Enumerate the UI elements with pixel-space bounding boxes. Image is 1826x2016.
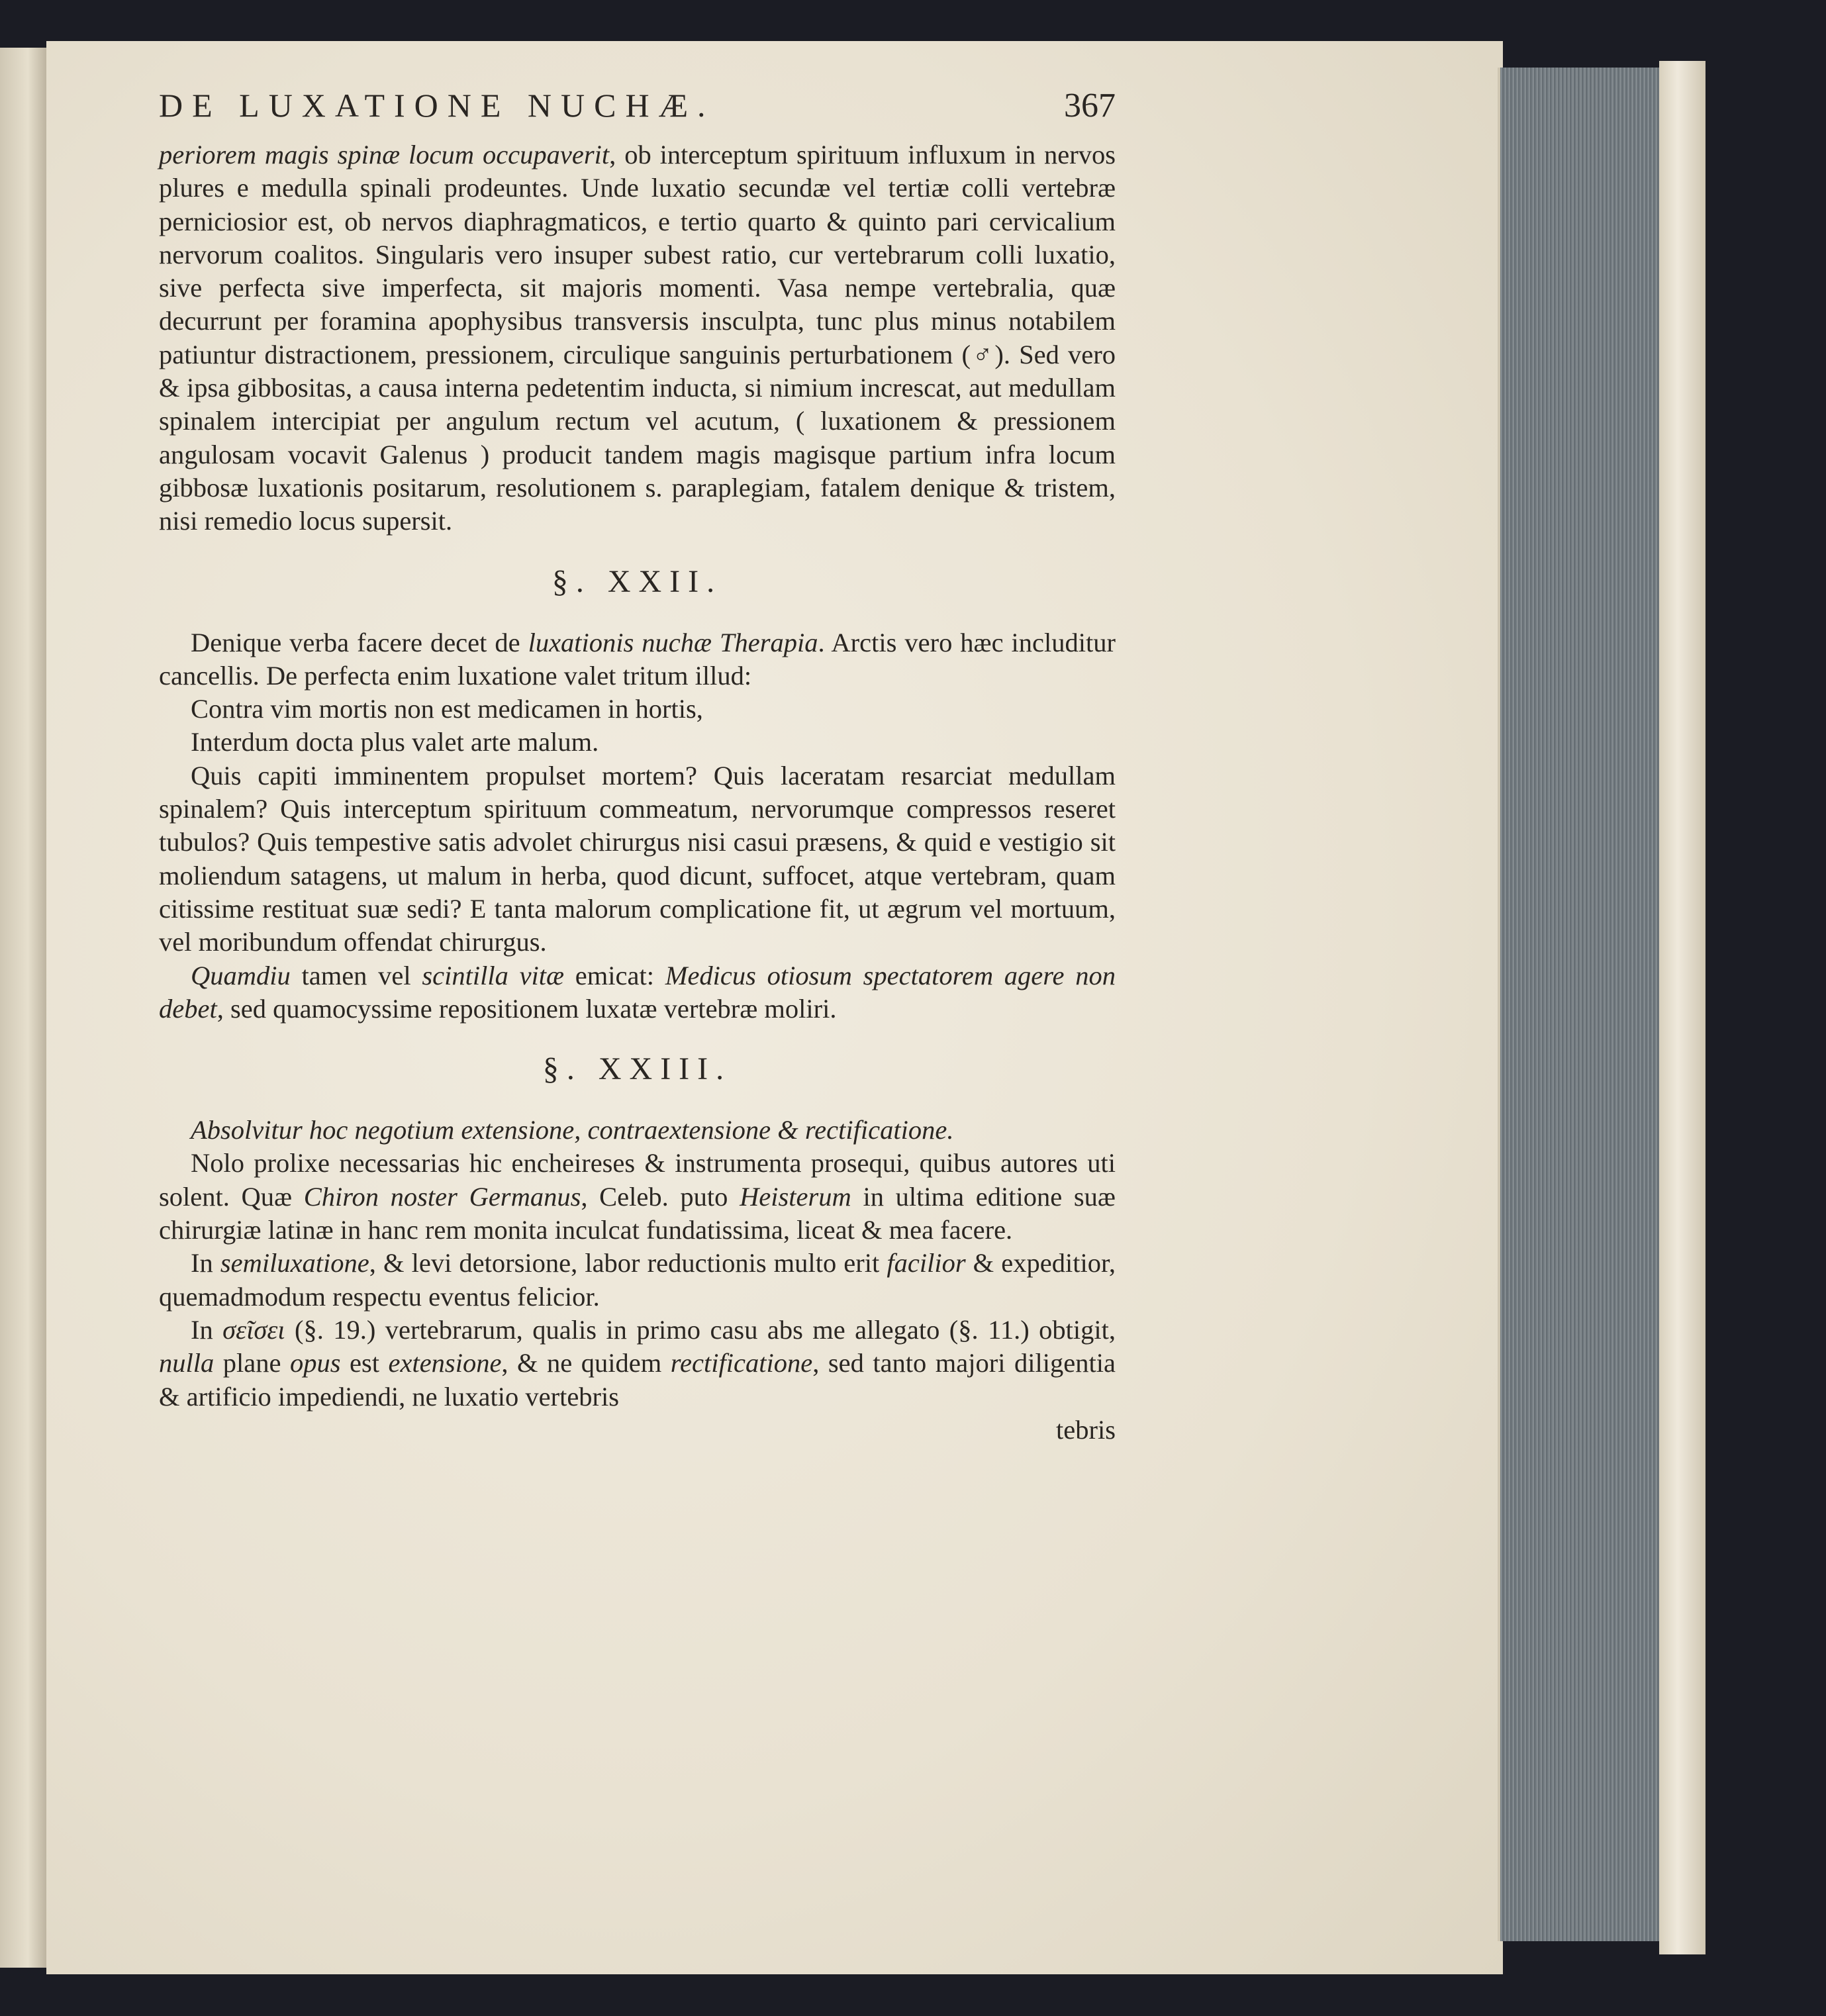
para4-segment: , sed quamocyssime repositionem luxatæ vertebræ moliri. [216,993,837,1024]
para4-segment: Quamdiu [191,960,291,990]
para8-segment: , sed tanto majori diligentia & artificio impediendi, ne luxatio vertebris [159,1348,1116,1412]
para8-segment: plane [214,1348,290,1378]
para6-segment: Chiron noster Germanus [303,1181,581,1212]
running-head [159,86,1116,125]
page-number: 367 [1064,87,1116,124]
verse-line-1: Contra vim mortis non est medicamen in hortis, [191,694,703,724]
para7-segment: facilior [887,1248,966,1278]
para8-segment: extensione [388,1348,502,1378]
catchword: tebris [1056,1414,1116,1445]
para7-segment: , & levi detorsione, labor reductionis multo erit [369,1248,887,1278]
page-block-edges [1498,68,1679,1941]
para4-segment: Medicus otiosum spectatorem agere non debet [159,960,1116,1024]
section-heading-23: §. XXIII. [542,1051,732,1087]
paragraph-1 [159,138,1116,538]
verse-line-2: Interdum docta plus valet arte malum. [191,727,599,757]
para8-segment: opus [289,1348,341,1378]
paragraph-6 [159,1147,1116,1247]
facing-page-edge [0,48,48,1968]
paragraph-4 [159,959,1116,1026]
para4-segment: emicat: [564,960,665,990]
para8-segment: nulla [159,1348,215,1378]
section-heading-22: §. XXII. [552,563,723,599]
para3-segment: Quis capiti imminentem propulset mortem? Quis laceratam resarciat medullam spinalem? Quis interceptum spirituum commeatum, nervorumque compressos reseret tubulos? Quis tempestive satis advolet chirurgus nisi casui præsens, & quid e vestigio sit moliendum satagens, ut malum in herba, quod dicunt, suffocet, atque vertebram, quam citissime restituat suæ sedi? E tanta malorum complicatione fit, ut ægrum vel mortuum, vel moribundum offendat chirurgus. [159,760,1116,957]
para2-segment: luxationis nuchæ Therapia [528,627,818,657]
para6-segment: in ultima editione suæ chirurgiæ latinæ in hanc rem monita inculcat fundatissima, liceat & mea facere. [159,1181,1116,1245]
para6-segment: , Celeb. puto [581,1181,740,1212]
para8-segment: , & ne quidem [501,1348,671,1378]
para2-segment: . Arctis vero hæc includitur cancellis. De perfecta enim luxatione valet tritum illud: [159,627,1116,691]
running-title: DE LUXATIONE NUCHÆ. [159,87,715,124]
paragraph-7 [159,1247,1116,1314]
para7-segment: In [191,1248,220,1278]
para5-segment: Absolvitur hoc negotium extensione, contraextensione & rectificatione. [191,1115,954,1145]
para4-segment: tamen vel [290,960,422,990]
para7-segment: & expeditior, quemadmodum respectu eventus felicior. [159,1248,1116,1312]
para8-segment: (§. 19.) vertebrarum, qualis in primo casu abs me allegato (§. 11.) obtigit, [285,1314,1116,1345]
para7-segment: semiluxatione [220,1248,369,1278]
para6-segment: Heisterum [740,1181,851,1212]
para2-segment: Denique verba facere decet de [191,627,528,657]
paragraph-8 [159,1314,1116,1414]
para6-segment: Nolo prolixe necessarias hic encheireses & instrumenta prosequi, quibus autores uti solent. Quæ [159,1148,1116,1212]
paragraph-5 [159,1114,1116,1147]
para8-segment: est [340,1348,389,1378]
para8-segment: In [191,1314,223,1345]
paragraph-2 [159,626,1116,693]
para1-segment: , ob interceptum spirituum influxum in nervos plures e medulla spinali prodeuntes. Unde luxatio secundæ vel tertiæ colli vertebræ perniciosior est, ob nervos diaphragmaticos, e tertio quarto & quinto pari cervicalium nervorum coalitos. Singularis vero insuper subest ratio, cur vertebrarum colli luxatio, sive perfecta sive imperfecta, sit majoris momenti. Vasa nempe vertebralia, quæ decurrunt per foramina apophysibus transversis insculpta, tunc plus minus notabilem patiuntur distractionem, pressionem, circulique sanguinis perturbationem (♂). Sed vero & ipsa gibbositas, a causa interna pedetentim inducta, si nimium increscat, aut medullam spinalem intercipiat per angulum rectum vel acutum, ( luxationem & pressionem angulosam vocavit Galenus ) producit tandem magis magisque partium infra locum gibbosæ luxationis positarum, resolutionem s. paraplegiam, fatalem denique & tristem, nisi remedio locus supersit. [159,140,1116,536]
para8-segment: rectificatione [670,1348,813,1378]
page-text [159,86,1116,1447]
para8-segment: σεῖσει [222,1314,285,1345]
paragraph-3 [159,759,1116,959]
para4-segment: scintilla vitæ [422,960,565,990]
book-cover-edge [1659,61,1706,1954]
para1-segment: periorem magis spinæ locum occupaverit [159,140,610,169]
